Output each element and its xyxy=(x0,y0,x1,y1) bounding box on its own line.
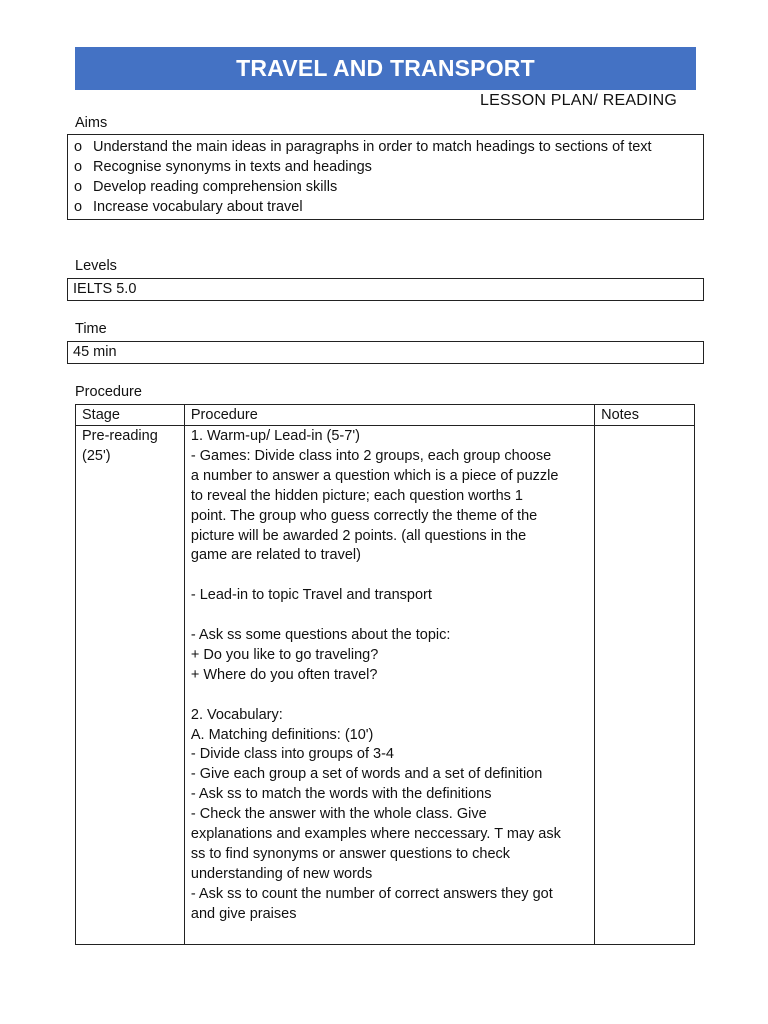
procedure-table xyxy=(75,404,695,945)
games-line: to reveal the hidden picture; each question worths 1 xyxy=(190,487,523,504)
ask-line: + Where do you often travel? xyxy=(190,666,378,683)
stage-cell xyxy=(76,426,185,945)
procedure-cell xyxy=(184,426,594,945)
vocab-line: ss to find synonyms or answer questions to check xyxy=(190,845,511,862)
time-value: 45 min xyxy=(73,344,117,360)
vocab-line: - Divide class into groups of 3-4 xyxy=(190,746,394,763)
warmup-time: (5-7') xyxy=(322,428,360,444)
vocab-line: - Ask ss to match the words with the definitions xyxy=(190,786,492,803)
spacer xyxy=(191,686,588,706)
warmup-number: 1. xyxy=(190,428,207,444)
page-title: TRAVEL AND TRANSPORT xyxy=(236,55,535,81)
header-notes: Notes xyxy=(595,405,695,426)
stage-duration: (25') xyxy=(82,447,111,464)
games-line: - Games: Divide class into 2 groups, each group choose xyxy=(190,447,552,464)
spacer xyxy=(191,566,588,586)
ask-line: - Ask ss some questions about the topic: xyxy=(190,627,451,644)
matching-title: A. Matching definitions: xyxy=(190,726,341,743)
vocab-title: Vocabular xyxy=(207,706,272,723)
levels-value: IELTS 5.0 xyxy=(73,281,137,297)
vocab-line: - Give each group a set of words and a set of definition xyxy=(190,766,543,783)
aim-item xyxy=(74,157,697,177)
leadin-line: - Lead-in to topic Travel and transport xyxy=(190,587,432,604)
ask-line: + Do you like to go traveling? xyxy=(190,646,379,663)
bullet: o xyxy=(74,139,83,155)
time-label: Time xyxy=(75,321,107,337)
vocab-line: - Check the answer with the whole class. Give xyxy=(190,806,487,823)
notes-cell xyxy=(595,426,695,945)
title-banner xyxy=(75,47,696,90)
levels-label: Levels xyxy=(75,258,117,274)
aims-box xyxy=(67,134,704,220)
games-line: game are related to travel) xyxy=(190,547,361,564)
vocab-heading xyxy=(191,706,588,726)
games-line: a number to answer a question which is a piece of puzzle xyxy=(190,467,559,484)
aim-item xyxy=(74,177,697,197)
aim-item xyxy=(74,137,697,157)
procedure-label: Procedure xyxy=(75,384,142,400)
bullet: o xyxy=(74,159,83,175)
header-procedure: Procedure xyxy=(184,405,594,426)
bullet: o xyxy=(74,179,83,195)
aims-label: Aims xyxy=(75,115,108,131)
aim-text: Understand the main ideas in paragraphs in order to match headings to sections of text xyxy=(93,139,652,155)
vocab-line: understanding of new words xyxy=(190,865,373,882)
matching-heading xyxy=(191,726,588,746)
page-subtitle: LESSON PLAN/ READING xyxy=(480,92,677,109)
bullet: o xyxy=(74,199,83,215)
games-line: point. The group who guess correctly the theme of the xyxy=(190,507,538,524)
spacer xyxy=(191,606,588,626)
aim-item xyxy=(74,197,697,217)
games-line: picture will be awarded 2 points. (all questions in the xyxy=(190,527,527,544)
vocab-suffix: y: xyxy=(271,706,283,723)
vocab-line: - Ask ss to count the number of correct answers they got xyxy=(190,885,553,902)
time-box xyxy=(67,341,704,364)
levels-box xyxy=(67,278,704,301)
vocab-line: explanations and examples where neccessary. T may ask xyxy=(190,826,561,843)
aim-text: Increase vocabulary about travel xyxy=(93,199,303,215)
stage-name: Pre-reading xyxy=(82,428,158,444)
aim-text: Recognise synonyms in texts and headings xyxy=(93,159,372,175)
table-header-row xyxy=(76,405,695,426)
warmup-heading xyxy=(191,427,588,447)
matching-time: (10') xyxy=(340,726,374,743)
aim-text: Develop reading comprehension skills xyxy=(93,179,338,195)
vocab-number: 2. xyxy=(190,706,207,723)
vocab-line: and give praises xyxy=(190,905,297,922)
table-row xyxy=(76,426,695,945)
header-stage: Stage xyxy=(76,405,185,426)
warmup-title: Warm-up/ Lead-in xyxy=(207,428,323,444)
